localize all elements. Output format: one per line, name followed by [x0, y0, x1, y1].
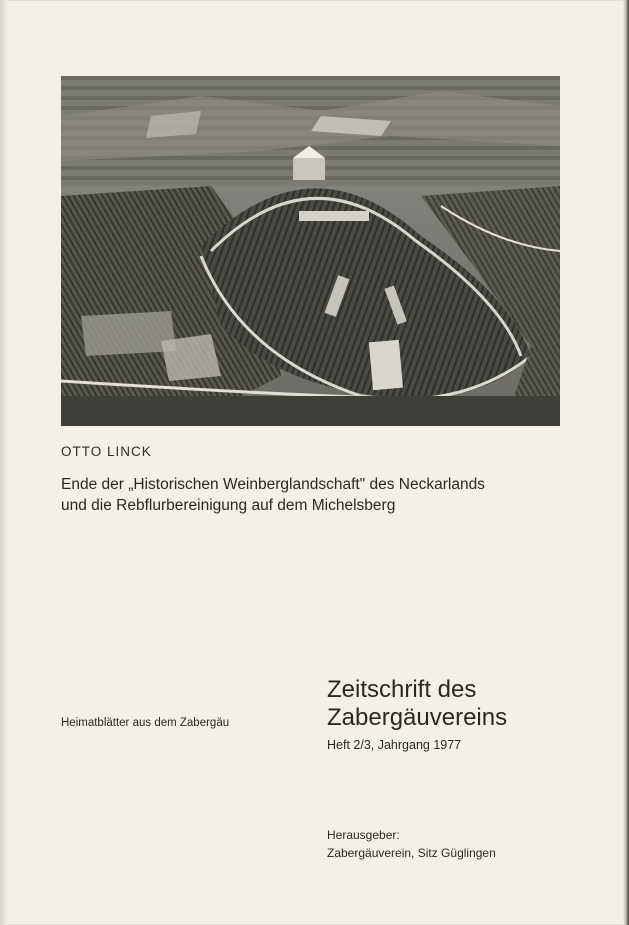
series-name: Heimatblätter aus dem Zabergäu — [61, 717, 230, 729]
publisher-block — [327, 826, 496, 862]
journal-title — [327, 676, 507, 732]
article-title-line-1: Ende der „Historischen Weinberglandschaft" des Neckarlands — [61, 476, 485, 493]
journal-title-line-1: Zeitschrift des — [327, 676, 477, 703]
aerial-photo-drawing — [61, 76, 560, 426]
aerial-vineyard-photo — [61, 76, 560, 426]
publisher-label: Herausgeber: — [327, 828, 400, 842]
page-edge-left — [0, 0, 8, 925]
article-title-line-2: und die Rebflurbereinigung auf dem Michelsberg — [61, 497, 396, 514]
issue-info: Heft 2/3, Jahrgang 1977 — [327, 738, 462, 752]
publisher-name: Zabergäuverein, Sitz Güglingen — [327, 846, 496, 860]
journal-title-line-2: Zabergäuvereins — [327, 704, 508, 731]
page-edge-right — [623, 0, 629, 925]
author-name: OTTO LINCK — [61, 444, 152, 459]
article-title — [61, 474, 581, 516]
